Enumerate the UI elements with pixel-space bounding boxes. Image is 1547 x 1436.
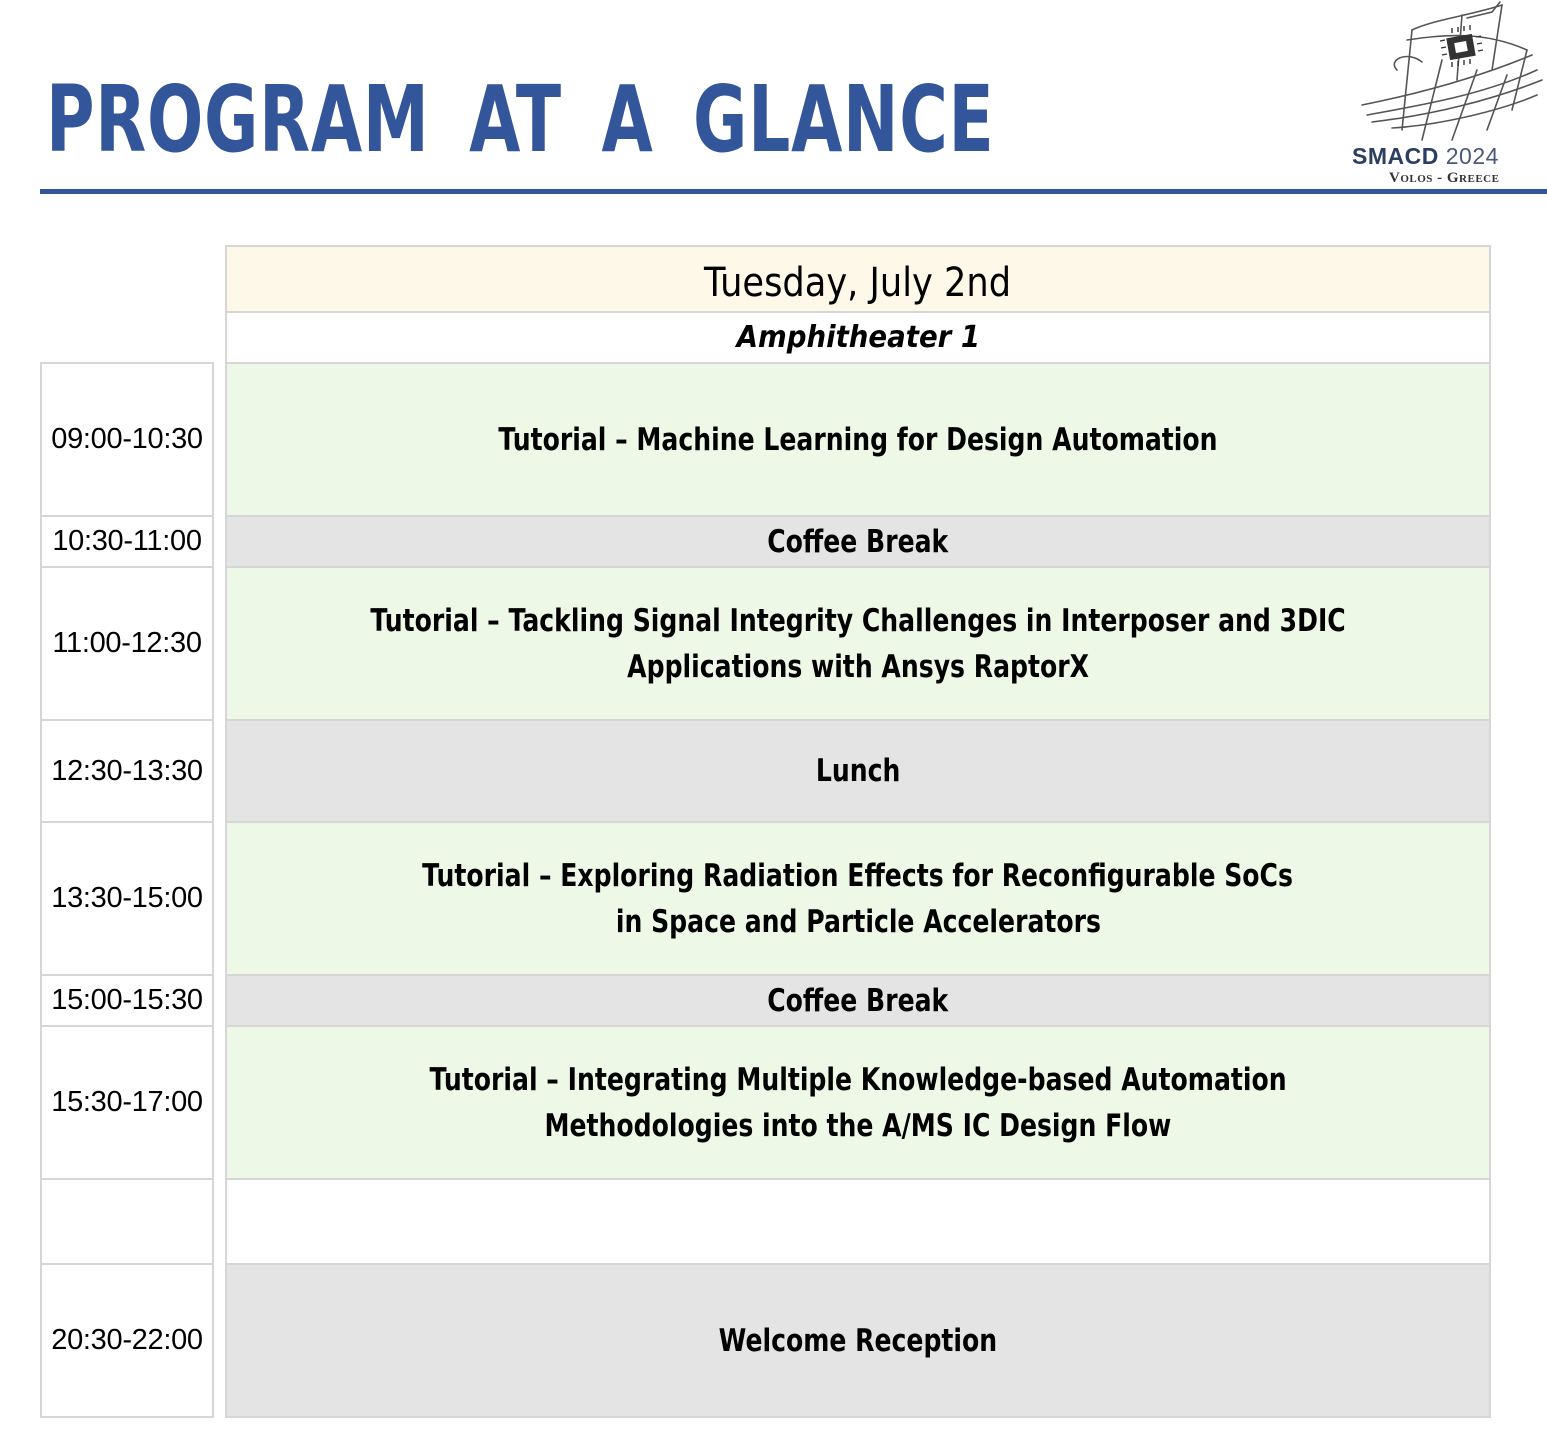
session-title: Tutorial – Exploring Radiation Effects for Reconfigurable SoCs (422, 857, 1294, 894)
session-break (225, 974, 1491, 1027)
day-header (225, 245, 1491, 313)
session-social (225, 1263, 1491, 1418)
time-slot: 13:30-15:00 (40, 821, 214, 976)
logo-wordmark (1352, 143, 1547, 170)
session-title: Welcome Reception (718, 1322, 998, 1359)
logo-acronym: SMACD (1352, 143, 1439, 169)
time-slot: 11:00-12:30 (40, 566, 214, 721)
conference-logo (1352, 0, 1547, 188)
time-slot: 15:30-17:00 (40, 1025, 214, 1180)
session-title: Tutorial – Tackling Signal Integrity Challenges in Interposer and 3DIC (370, 602, 1346, 639)
session-tutorial (225, 821, 1491, 976)
time-slot-empty (40, 1178, 214, 1265)
session-title: Tutorial – Machine Learning for Design Automation (498, 421, 1218, 458)
session-break (225, 719, 1491, 823)
room-label: Amphitheater 1 (736, 320, 980, 355)
session-title-cont: Applications with Ansys RaptorX (627, 648, 1089, 685)
session-break (225, 515, 1491, 568)
session-tutorial (225, 566, 1491, 721)
session-tutorial (225, 362, 1491, 517)
time-slot: 10:30-11:00 (40, 515, 214, 568)
room-header (225, 311, 1491, 364)
title-divider (40, 189, 1547, 194)
logo-sketch-graphic (1352, 0, 1547, 150)
logo-year: 2024 (1445, 143, 1499, 169)
session-title-cont: Methodologies into the A/MS IC Design Flow (544, 1107, 1172, 1144)
logo-location: Volos - Greece (1389, 170, 1500, 186)
session-title-cont: in Space and Particle Accelerators (615, 903, 1101, 940)
session-empty (225, 1178, 1491, 1265)
session-title: Coffee Break (767, 982, 949, 1019)
time-slot: 12:30-13:30 (40, 719, 214, 823)
time-slot: 20:30-22:00 (40, 1263, 214, 1418)
day-label: Tuesday, July 2nd (704, 260, 1012, 306)
time-slot: 15:00-15:30 (40, 974, 214, 1027)
time-slot: 09:00-10:30 (40, 362, 214, 517)
session-title: Lunch (815, 753, 901, 789)
session-title: Coffee Break (767, 523, 949, 560)
page-title: PROGRAM AT A GLANCE (46, 66, 995, 173)
session-title: Tutorial – Integrating Multiple Knowledge-based Automation (429, 1061, 1287, 1098)
session-tutorial (225, 1025, 1491, 1180)
